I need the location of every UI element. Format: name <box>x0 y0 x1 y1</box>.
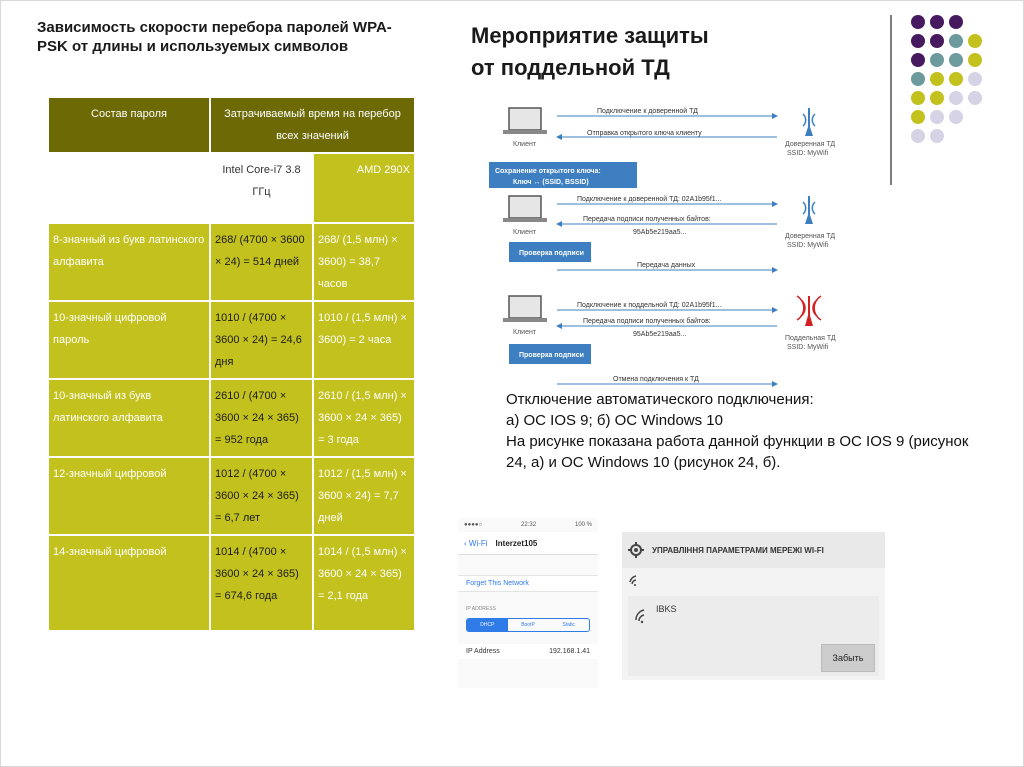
ios-back-button[interactable]: ‹ Wi-Fi <box>464 538 488 548</box>
ios-status-bar <box>458 518 598 532</box>
password-table <box>47 96 416 632</box>
fake-ap-diagram <box>487 100 847 390</box>
row-intel: 1012 / (4700 × 3600 × 24 × 365) = 6,7 лет <box>210 457 313 535</box>
decorative-dot <box>949 72 963 86</box>
desc-line1: Отключение автоматического подключения: <box>506 391 814 408</box>
client-label: Клиент <box>513 329 537 336</box>
decorative-dot <box>911 15 925 29</box>
win-ibks-network[interactable] <box>628 596 879 676</box>
decorative-dot <box>968 72 982 86</box>
client-label: Клиент <box>513 229 537 236</box>
msg-cancel: Отмена подключения к ТД <box>613 376 699 383</box>
fake-ap-label: Поддельная ТД <box>785 335 836 342</box>
msg-send-key: Отправка открытого ключа клиенту <box>587 130 702 137</box>
decorative-dot <box>930 34 944 48</box>
sig-value: 95Ab5e219aa5... <box>633 331 687 338</box>
ios-network-name: Interzet105 <box>495 538 538 548</box>
ios-forget-network[interactable]: Forget This Network <box>458 575 598 592</box>
ios-battery: 100 % <box>574 522 592 528</box>
msg-sig-transfer: Передача подписи полученных байтов: <box>583 216 711 223</box>
ios-ip-row <box>458 644 598 659</box>
laptop-icon <box>503 296 547 322</box>
gear-icon <box>628 542 644 558</box>
decorative-dot <box>911 110 925 124</box>
decorative-dot <box>949 15 963 29</box>
row-intel: 268/ (4700 × 3600 × 24) = 514 дней <box>210 223 313 301</box>
ios-time: 22:32 <box>521 522 537 528</box>
laptop-icon <box>503 108 547 134</box>
decorative-dot <box>930 53 944 67</box>
row-intel: 1010 / (4700 × 3600 × 24) = 24,6 дня <box>210 301 313 379</box>
ssid-label: SSID: MyWifi <box>787 150 829 157</box>
save-key-line2: Ключ ↔ (SSID, BSSID) <box>513 179 589 186</box>
decorative-dot <box>949 34 963 48</box>
trusted-ap-label: Доверенная ТД <box>785 233 836 240</box>
row-intel: 2610 / (4700 × 3600 × 24 × 365) = 952 года <box>210 379 313 457</box>
decorative-dot <box>930 15 944 29</box>
right-title-line2: от поддельной ТД <box>471 55 670 80</box>
row-label: 10-значный из букв латинского алфавита <box>48 379 210 457</box>
description-text <box>506 389 986 473</box>
win-header <box>622 532 885 568</box>
ssid-label: SSID: MyWifi <box>787 344 829 351</box>
decorative-dot <box>968 34 982 48</box>
right-title-line1: Мероприятие защиты <box>471 23 709 48</box>
msg-connect-trusted: Подключение к доверенной ТД <box>597 108 698 115</box>
decorative-dot <box>949 91 963 105</box>
ios-ip-value: 192.168.1.41 <box>549 648 590 655</box>
col-header-time: Затрачиваемый время на перебор всех значений <box>210 97 415 153</box>
trusted-ap-label: Доверенная ТД <box>785 141 836 148</box>
ios-signal-icon: ●●●●○ <box>464 522 483 528</box>
row-intel: 1014 / (4700 × 3600 × 24 × 365) = 674,6 года <box>210 535 313 631</box>
msg-connect-fake: Подключение к поддельной ТД: 02A1b95f1... <box>577 302 722 309</box>
red-antenna-icon <box>797 296 821 326</box>
row-label: 8-значный из букв латинского алфавита <box>48 223 210 301</box>
msg-sig-transfer: Передача подписи полученных байтов: <box>583 318 711 325</box>
win-header-title: УПРАВЛІННЯ ПАРАМЕТРАМИ МЕРЕЖІ WI-FI <box>652 545 824 555</box>
amd-header: AMD 290X <box>313 153 415 223</box>
antenna-icon <box>803 196 815 224</box>
laptop-icon <box>503 196 547 222</box>
row-label: 10-значный цифровой пароль <box>48 301 210 379</box>
decorative-dot <box>930 110 944 124</box>
decorative-dot <box>911 53 925 67</box>
client-label: Клиент <box>513 141 537 148</box>
decorative-dot <box>930 72 944 86</box>
decorative-dot <box>968 53 982 67</box>
row-amd: 1014 / (1,5 млн) × 3600 × 24 × 365) = 2,1 года <box>313 535 415 631</box>
decorative-dot <box>911 72 925 86</box>
row-label: 14-значный цифровой <box>48 535 210 631</box>
verify-label: Проверка подписи <box>519 250 584 257</box>
intel-header: Intel Core-i7 3.8 ГГц <box>210 153 313 223</box>
forget-button[interactable]: Забыть <box>821 644 875 672</box>
ios-wifi-screen <box>458 518 598 688</box>
decorative-dot <box>911 34 925 48</box>
decorative-dot <box>911 91 925 105</box>
msg-connect-trusted-key: Подключение к доверенной ТД: 02A1b95f1... <box>577 196 722 203</box>
save-key-line1: Сохранение открытого ключа: <box>495 168 601 175</box>
ios-seg-static[interactable]: Static <box>562 622 575 628</box>
decorative-dot <box>949 110 963 124</box>
ios-seg-dhcp[interactable]: DHCP <box>467 619 508 631</box>
row-amd: 2610 / (1,5 млн) × 3600 × 24 × 365) = 3 года <box>313 379 415 457</box>
blank-cell <box>48 153 210 223</box>
decorative-dot <box>930 129 944 143</box>
msg-data-transfer: Передача данных <box>637 262 696 269</box>
col-header-composition: Состав пароля <box>48 97 210 153</box>
row-amd: 1010 / (1,5 млн) × 3600) = 2 часа <box>313 301 415 379</box>
wifi-icon <box>634 606 652 624</box>
wifi-icon <box>628 572 644 586</box>
right-title <box>471 20 801 84</box>
desc-line3: На рисунке показана работа данной функции в ОС IOS 9 (рисунок 24, а) и ОС Windows 10 (рисунок 24, б). <box>506 433 969 471</box>
ios-nav-bar <box>458 532 598 555</box>
ssid-label: SSID: MyWifi <box>787 242 829 249</box>
ios-ip-label: IP ADDRESS <box>466 606 496 612</box>
row-amd: 1012 / (1,5 млн) × 3600 × 24) = 7,7 дней <box>313 457 415 535</box>
ios-ip-mode-segment <box>466 618 590 632</box>
windows-wifi-panel <box>622 532 885 680</box>
antenna-icon <box>803 108 815 136</box>
desc-line2: а) ОС IOS 9; б) ОС Windows 10 <box>506 412 723 429</box>
left-title: Зависимость скорости перебора паролей WPA-PSK от длины и используемых символов <box>37 19 392 55</box>
decorative-dot <box>911 129 925 143</box>
ios-ip-name: IP Address <box>466 648 500 655</box>
ios-seg-bootp[interactable]: BootP <box>521 622 535 628</box>
win-network-name: IBKS <box>656 604 677 614</box>
sig-value: 95Ab5e219aa5... <box>633 229 687 236</box>
decorative-dot <box>968 91 982 105</box>
divider-line <box>890 15 892 185</box>
decorative-dot <box>949 53 963 67</box>
row-amd: 268/ (1,5 млн) × 3600) = 38,7 часов <box>313 223 415 301</box>
row-label: 12-значный цифровой <box>48 457 210 535</box>
verify-label: Проверка подписи <box>519 352 584 359</box>
decorative-dot <box>930 91 944 105</box>
